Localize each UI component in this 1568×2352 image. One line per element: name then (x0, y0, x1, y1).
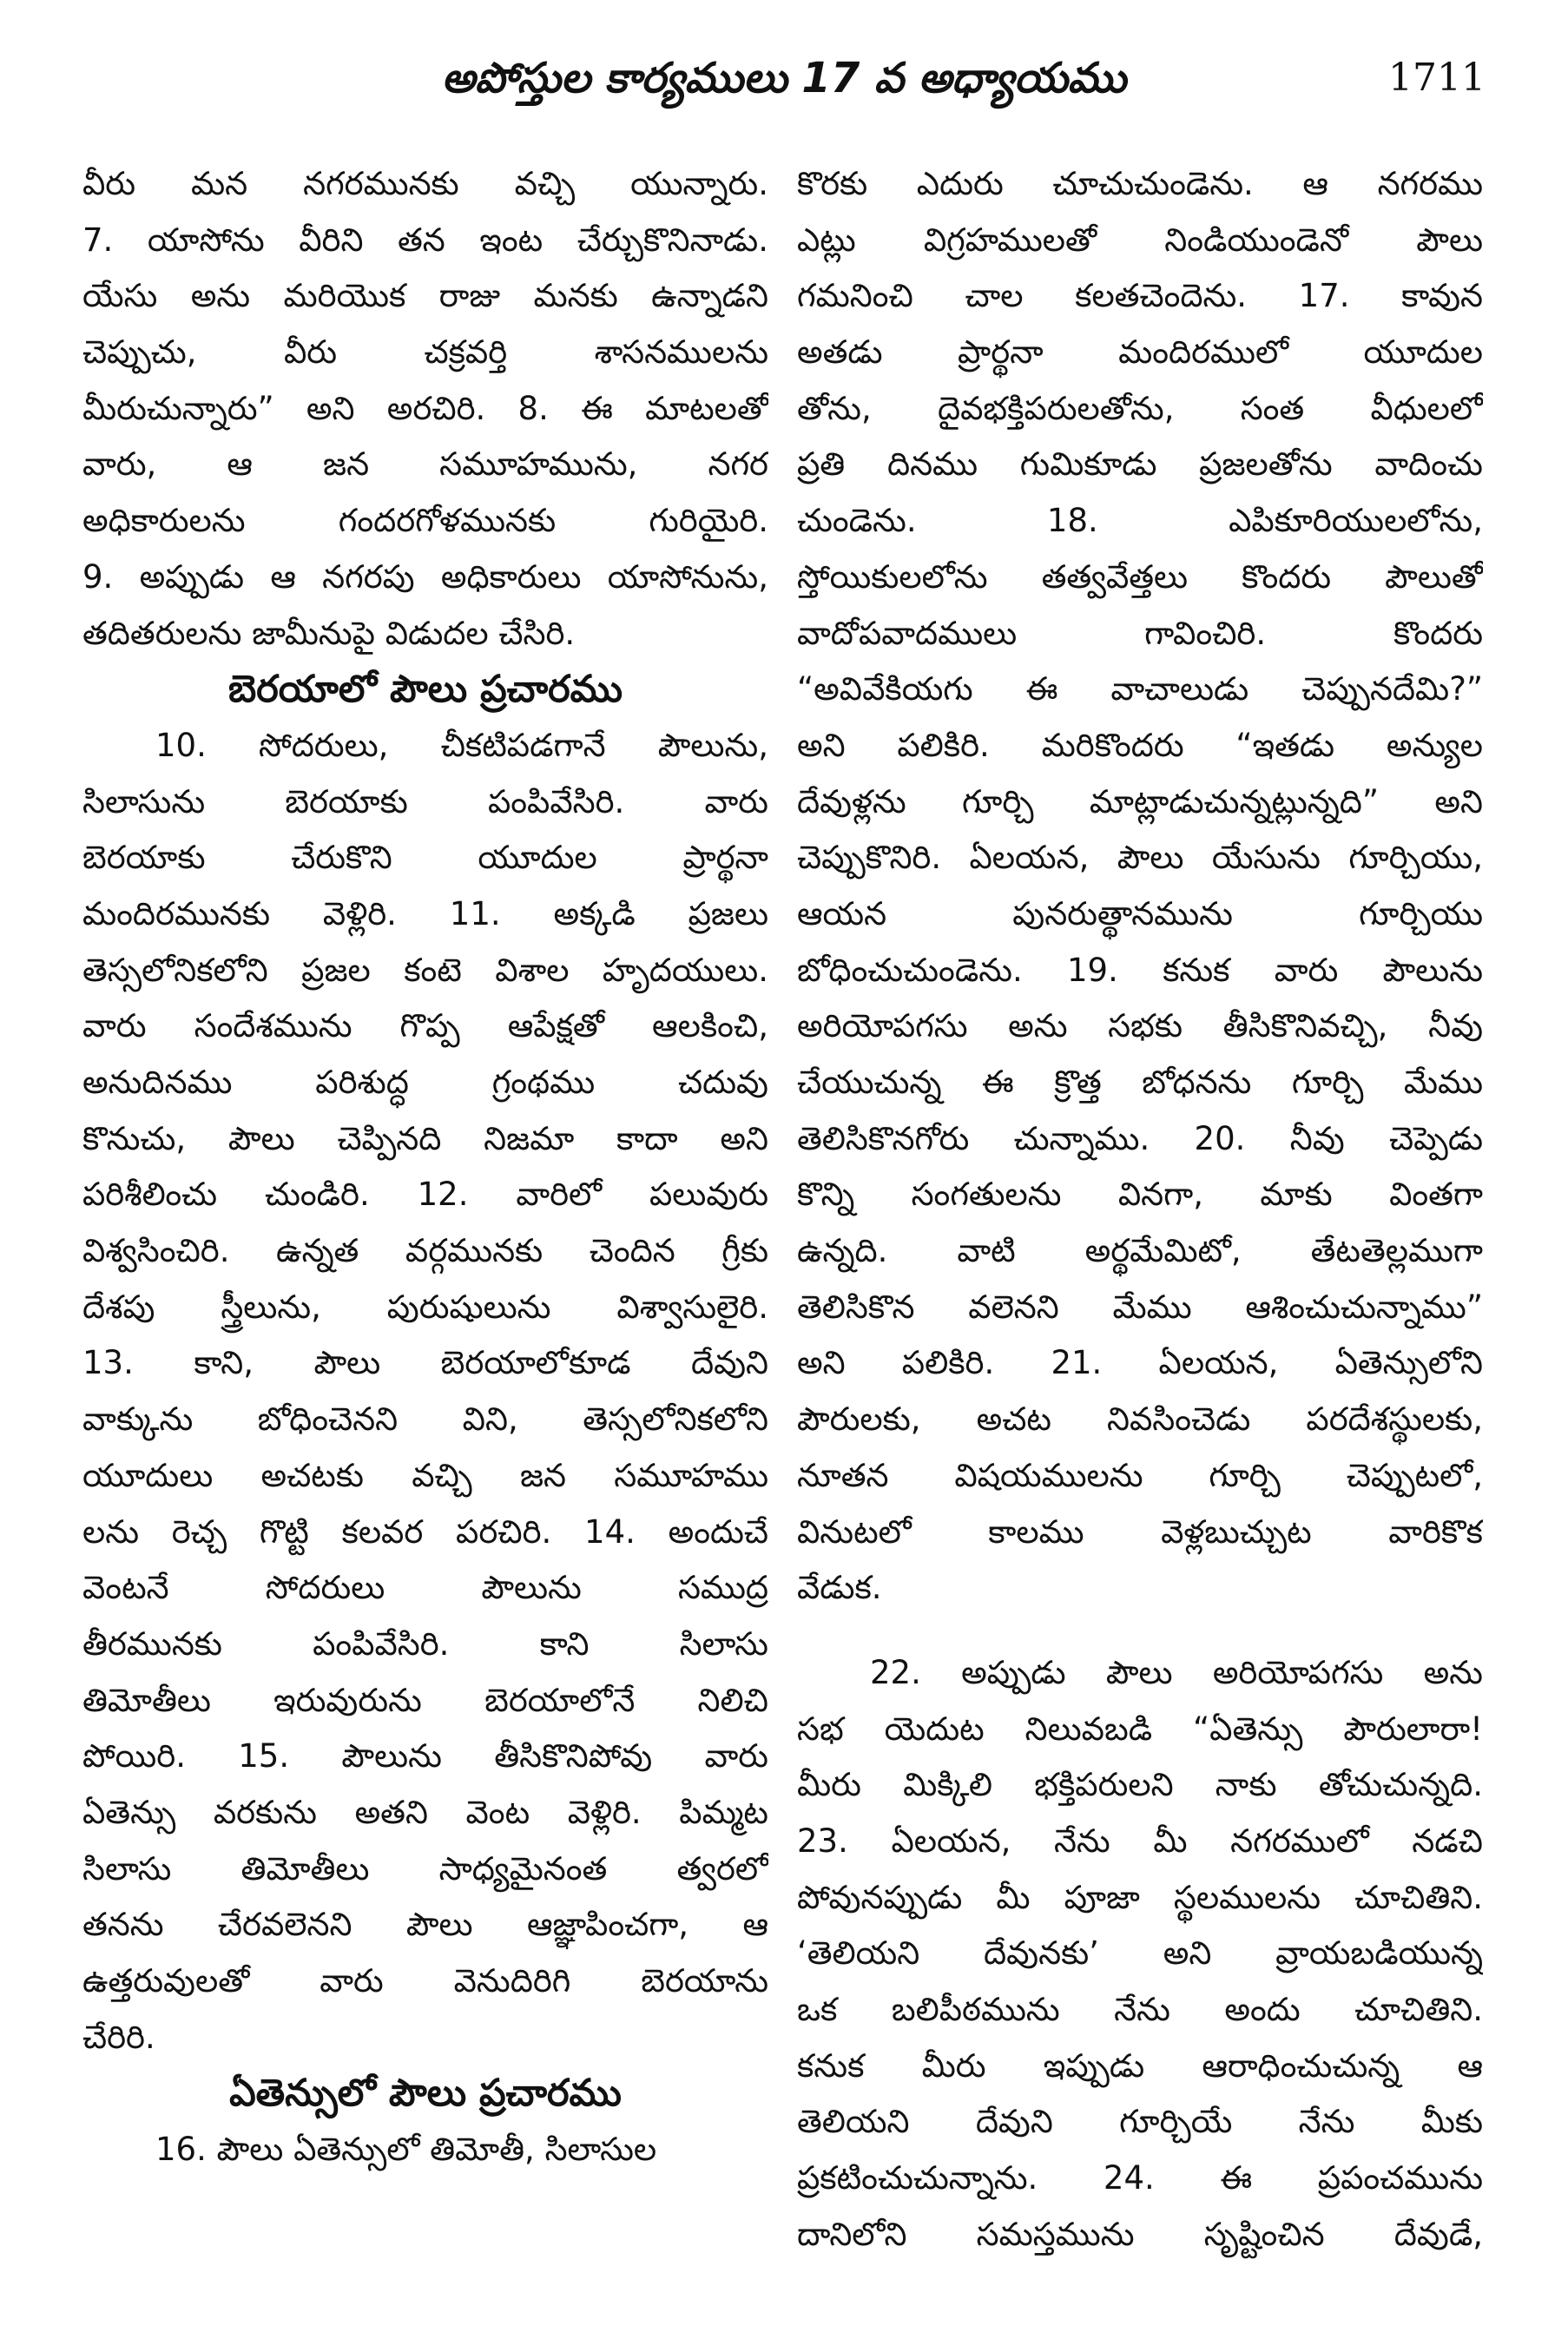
text-line: 22. అప్పుడు పౌలు అరియోపగసు అను (870, 1653, 1483, 1691)
text-line: తెస్సలోనికలోని ప్రజల కంటె విశాల హృదయులు. (82, 951, 768, 989)
text-line: ఉత్తరువులతో వారు వెనుదిరిగి బెరయాను (82, 1962, 768, 2000)
text-line: 13. కాని, పౌలు బెరయాలోకూడ దేవుని (82, 1344, 768, 1382)
text-line: దానిలోని సమస్తమును సృష్టించిన దేవుడే, (797, 2215, 1483, 2253)
text-line: “అవివేకియగు ఈ వాచాలుడు చెప్పునదేమి?” (797, 670, 1483, 708)
text-line: ఒక బలిపీఠమును నేను అందు చూచితిని. (797, 1991, 1483, 2028)
text-line: బోధించుచుండెను. 19. కనుక వారు పౌలును (797, 951, 1483, 989)
text-line: చుండెను. 18. ఎపికూరియులలోను, (797, 502, 1483, 540)
text-line: 10. సోదరులు, చీకటిపడగానే పౌలును, (155, 726, 768, 764)
text-line: 23. ఏలయన, నేను మీ నగరములో నడచి (797, 1822, 1483, 1860)
text-line: చేయుచున్న ఈ క్రొత్త బోధనను గూర్చి మేము (797, 1064, 1483, 1101)
text-line: అరియోపగసు అను సభకు తీసికొనివచ్చి, నీవు (797, 1007, 1483, 1045)
text-line: 16. పౌలు ఏతెన్సులో తిమోతీ, సిలాసుల (155, 2131, 657, 2169)
text-line: తీరమునకు పంపివేసిరి. కాని సిలాసు (82, 1624, 768, 1663)
text-line: వారు, ఆ జన సమూహమును, నగర (82, 445, 768, 484)
text-line: అతడు ప్రార్థనా మందిరములో యూదుల (797, 333, 1483, 372)
text-line: మీరుచున్నారు” అని అరచిరి. 8. ఈ మాటలతో (82, 389, 768, 427)
text-line: ఉన్నది. వాటి అర్థమేమిటో, తేటతెల్లముగా (797, 1232, 1483, 1270)
text-line: పరిశీలించు చుండిరి. 12. వారిలో పలువురు (82, 1176, 768, 1214)
text-line: నూతన విషయములను గూర్చి చెప్పుటలో, (797, 1456, 1483, 1494)
text-line: వినుటలో కాలము వెళ్లబుచ్చుట వారికొక (797, 1512, 1483, 1551)
text-line: తెలిసికొనగోరు చున్నాము. 20. నీవు చెప్పెడు (797, 1119, 1483, 1157)
left-column (82, 156, 768, 2178)
text-line: వెంటనే సోదరులు పౌలును సముద్ర (82, 1569, 768, 1607)
text-line: సభ యెదుట నిలువబడి “ఏతెన్సు పౌరులారా! (797, 1710, 1483, 1748)
text-line: అని పలికిరి. 21. ఏలయన, ఏతెన్సులోని (797, 1344, 1483, 1382)
paragraph-gap (797, 1617, 1483, 1645)
text-line: అధికారులను గందరగోళమునకు గురియైరి. (82, 502, 768, 540)
text-line: దేవుళ్లను గూర్చి మాట్లాడుచున్నట్లున్నది” అని (797, 782, 1483, 820)
text-line: తదితరులను జామీనుపై విడుదల చేసిరి. (82, 614, 576, 652)
text-line: చెప్పుచు, వీరు చక్రవర్తి శాసనములను (82, 333, 768, 372)
text-line: స్తోయికులలోను తత్వవేత్తలు కొందరు పౌలుతో (797, 557, 1483, 596)
text-line: సిలాసును బెరయాకు పంపివేసిరి. వారు (82, 782, 768, 820)
text-line: తోను, దైవభక్తిపరులతోను, సంత వీధులలో (797, 389, 1483, 427)
section-heading-athens: ఏతెన్సులో పౌలు ప్రచారము (229, 2072, 622, 2116)
text-line: లను రెచ్చ గొట్టి కలవర పరచిరి. 14. అందుచే (82, 1512, 768, 1551)
text-line: అని పలికిరి. మరికొందరు “ఇతడు అన్యుల (797, 726, 1483, 764)
text-line: పౌరులకు, అచట నివసించెడు పరదేశస్థులకు, (797, 1400, 1483, 1439)
text-line: ‘తెలియని దేవునకు’ అని వ్రాయబడియున్న (797, 1934, 1483, 1973)
text-line: యూదులు అచటకు వచ్చి జన సమూహము (82, 1456, 768, 1494)
text-line: కొరకు ఎదురు చూచుచుండెను. ఆ నగరము (797, 165, 1483, 202)
right-column (797, 156, 1483, 2263)
page-number: 1711 (1388, 56, 1486, 100)
text-line: పోవునప్పుడు మీ పూజా స్థలములను చూచితిని. (797, 1878, 1483, 1916)
text-line: అనుదినము పరిశుద్ధ గ్రంథము చదువు (82, 1064, 768, 1101)
text-line: ఎట్లు విగ్రహములతో నిండియుండెనో పౌలు (797, 221, 1483, 259)
text-line: చెప్పుకొనిరి. ఏలయన, పౌలు యేసును గూర్చియు, (797, 839, 1483, 877)
text-line: మందిరమునకు వెళ్లిరి. 11. అక్కడి ప్రజలు (82, 894, 768, 932)
text-line: సిలాసు తిమోతీలు సాధ్యమైనంత త్వరలో (82, 1849, 768, 1888)
text-line: 9. అప్పుడు ఆ నగరపు అధికారులు యాసోనును, (82, 557, 768, 596)
text-line: తనను చేరవలెనని పౌలు ఆజ్ఞాపించగా, ఆ (82, 1906, 768, 1944)
text-line: ఆయన పునరుత్థానమును గూర్చియు (797, 894, 1483, 932)
text-line: మీరు మిక్కిలి భక్తిపరులని నాకు తోచుచున్నది. (797, 1766, 1483, 1804)
text-line: ప్రకటించుచున్నాను. 24. ఈ ప్రపంచమును (797, 2159, 1483, 2197)
text-line: ఏతెన్సు వరకును అతని వెంట వెళ్లిరి. పిమ్మట (82, 1793, 768, 1831)
text-line: దేశపు స్త్రీలును, పురుషులును విశ్వాసులైరి. (82, 1288, 768, 1326)
text-line: గమనించి చాల కలతచెందెను. 17. కావున (797, 277, 1483, 315)
text-line: వాదోపవాదములు గావించిరి. కొందరు (797, 614, 1483, 652)
text-line: కనుక మీరు ఇప్పుడు ఆరాధించుచున్న ఆ (797, 2046, 1483, 2085)
text-line: చేరిరి. (82, 2018, 155, 2056)
text-line: వీరు మన నగరమునకు వచ్చి యున్నారు. (82, 165, 768, 202)
text-line: ప్రతి దినము గుమికూడు ప్రజలతోను వాదించు (797, 445, 1483, 484)
text-line: 7. యాసోను వీరిని తన ఇంట చేర్చుకొనినాడు. (82, 221, 768, 259)
text-line: కొనుచు, పౌలు చెప్పినది నిజమా కాదా అని (82, 1119, 768, 1157)
text-line: విశ్వసించిరి. ఉన్నత వర్గమునకు చెందిన గ్రీకు (82, 1232, 768, 1270)
text-line: తిమోతీలు ఇరువురును బెరయాలోనే నిలిచి (82, 1681, 768, 1719)
text-line: వేడుక. (797, 1569, 882, 1607)
text-line: తెలిసికొన వలెనని మేము ఆశించుచున్నాము” (797, 1288, 1483, 1326)
text-line: వాక్కును బోధించెనని విని, తెస్సలోనికలోని (82, 1400, 768, 1439)
text-line: వారు సందేశమును గొప్ప ఆపేక్షతో ఆలకించి, (82, 1007, 768, 1045)
section-heading-berea: బెరయాలో పౌలు ప్రచారము (227, 668, 623, 712)
text-line: యేసు అను మరియొక రాజు మనకు ఉన్నాడని (82, 277, 768, 315)
chapter-title: అపోస్తుల కార్యములు 17 వ అధ్యాయము (441, 54, 1127, 102)
text-line: బెరయాకు చేరుకొని యూదుల ప్రార్థనా (82, 839, 768, 877)
text-line: తెలియని దేవుని గూర్చియే నేను మీకు (797, 2103, 1483, 2141)
running-header (82, 43, 1486, 113)
text-line: కొన్ని సంగతులను వినగా, మాకు వింతగా (797, 1176, 1483, 1214)
text-line: పోయిరి. 15. పౌలును తీసికొనిపోవు వారు (82, 1737, 768, 1776)
